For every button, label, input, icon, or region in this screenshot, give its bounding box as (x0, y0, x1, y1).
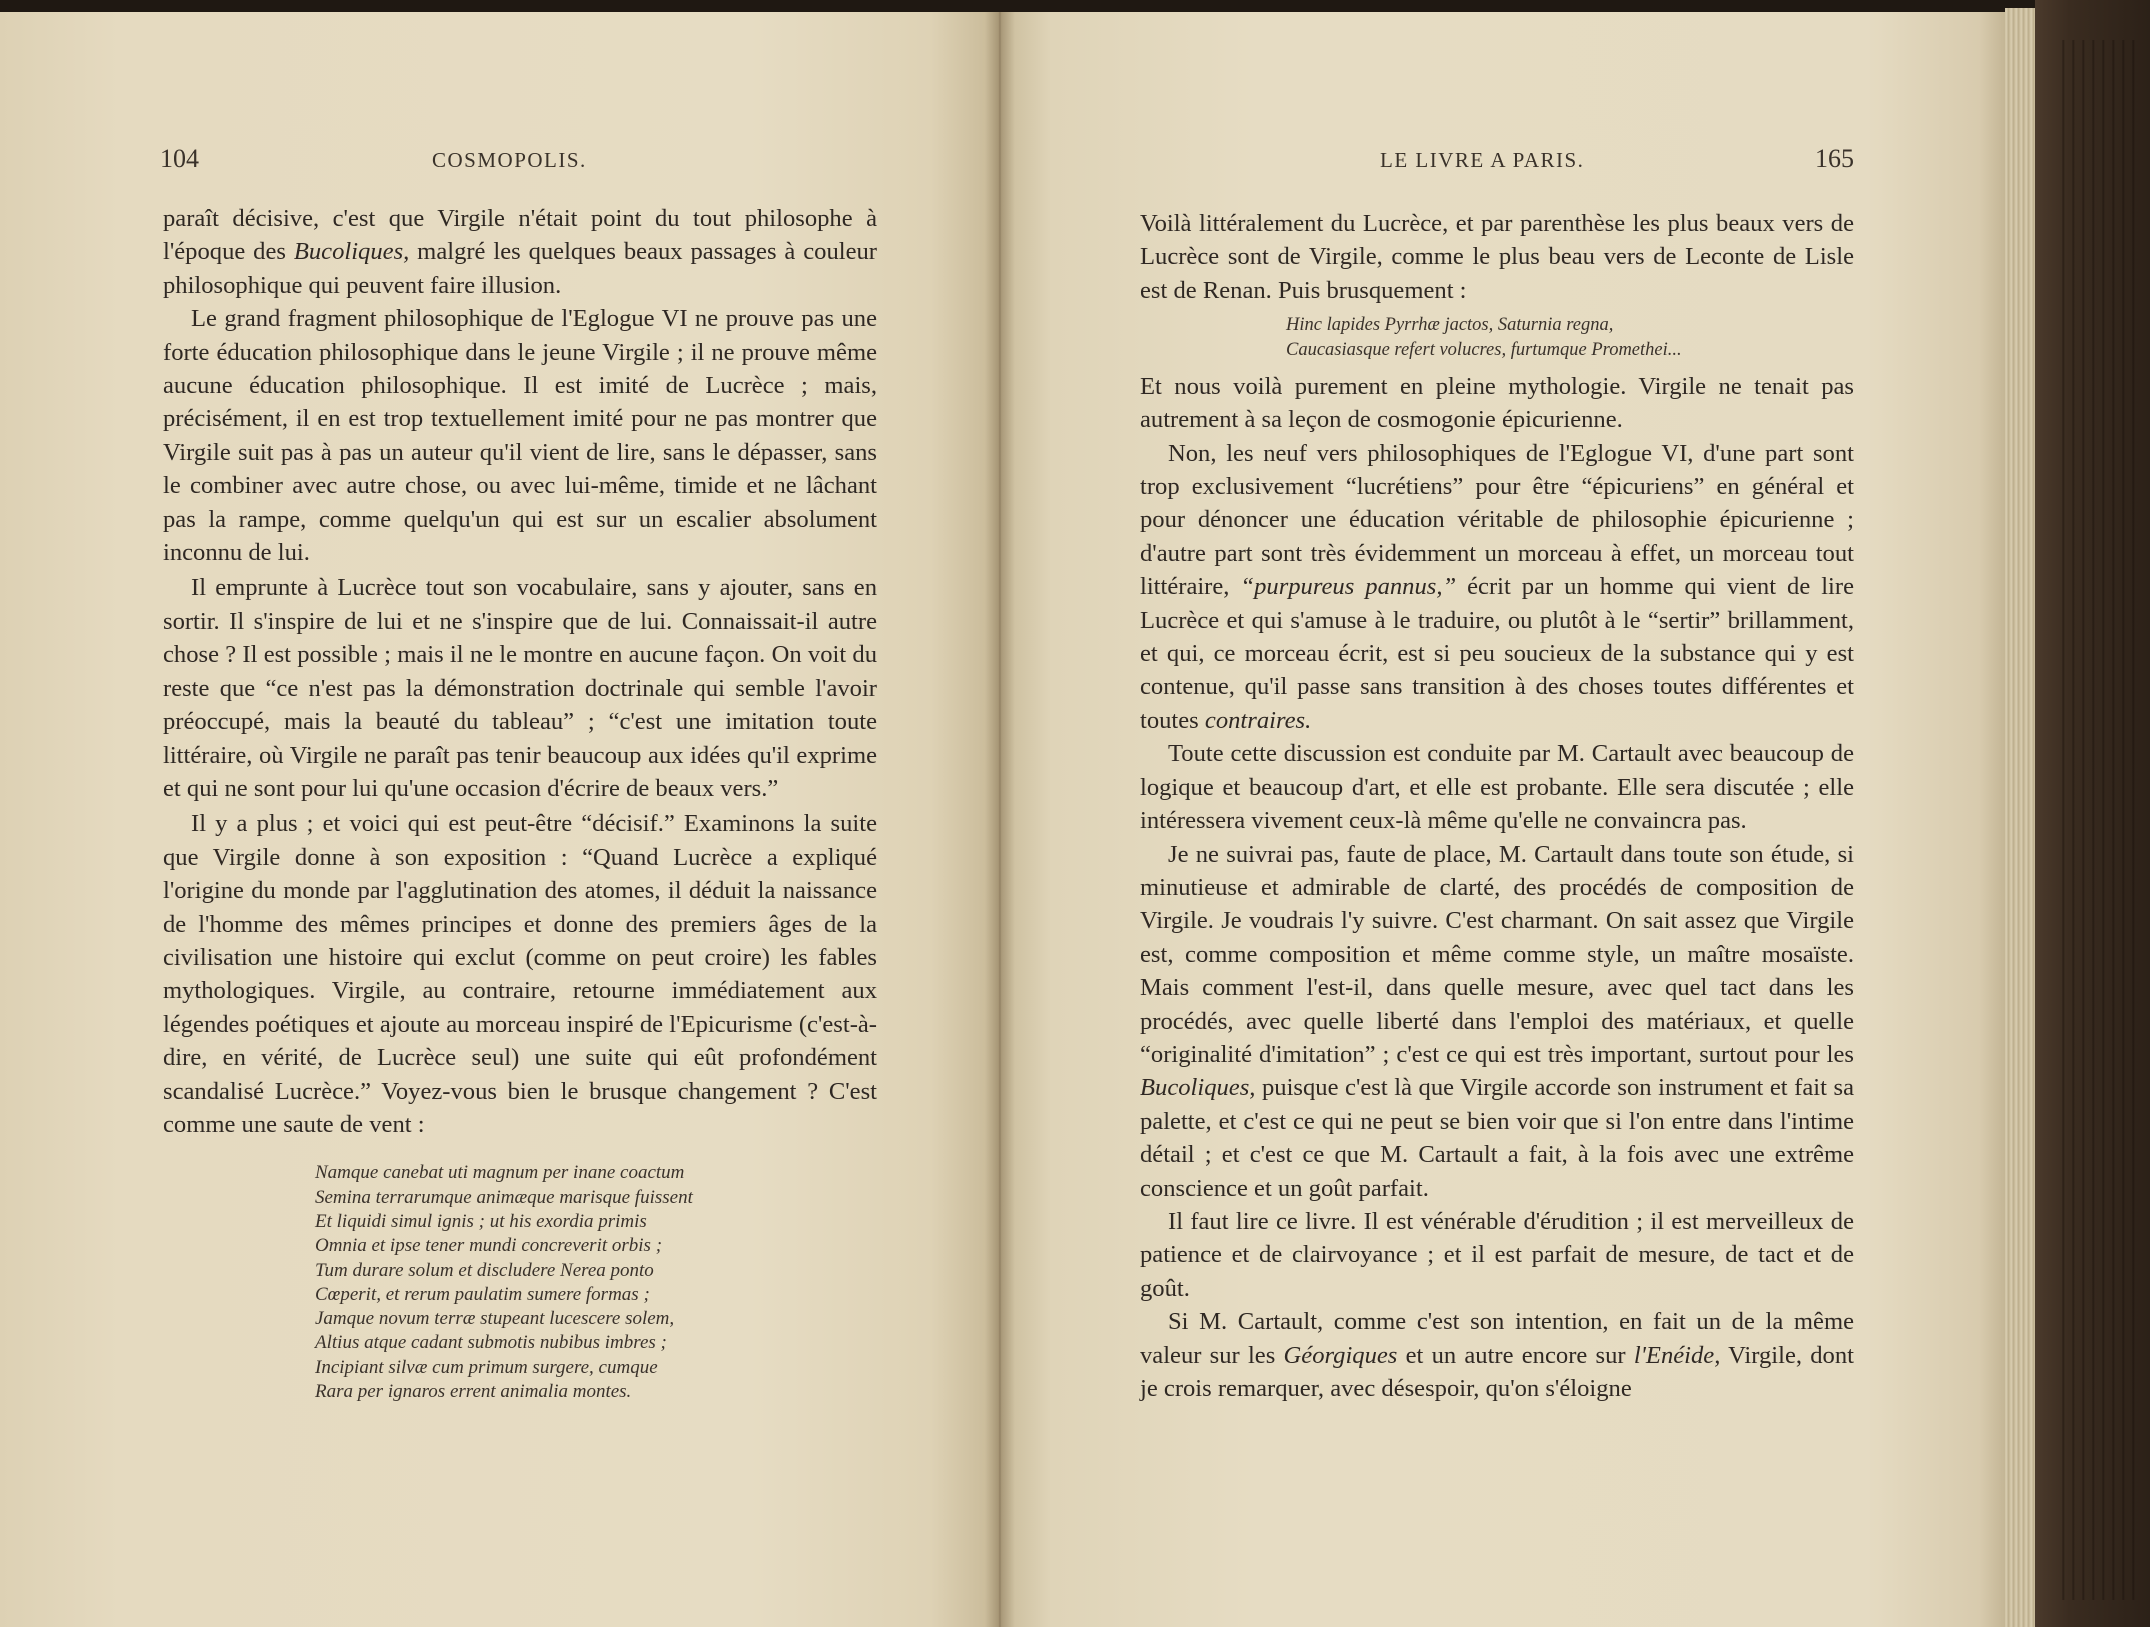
para7-text-cont: et un autre encore sur (1397, 1341, 1634, 1369)
right-body (1140, 207, 1854, 1405)
left-title: COSMOPOLIS. (432, 148, 587, 172)
paragraph: Voilà littéralement du Lucrèce, et par parenthèse les plus beaux vers de Lucrèce sont de Virgile, comme le plus beau vers de Leconte de Lisle est de Renan. Puis brusquement : (1140, 210, 1854, 304)
page-edges (2005, 8, 2035, 1627)
right-page (1000, 12, 2020, 1627)
verse-line: Et liquidi simul ignis ; ut his exordia primis (315, 1210, 647, 1232)
left-page (0, 12, 1000, 1627)
para7-text: Si M. Cartault, comme c'est son intention, en fait un de la même valeur sur les (1140, 1308, 1854, 1369)
paragraph (1140, 437, 1854, 738)
cover-texture (2055, 40, 2135, 1600)
para3-italic: “purpureus pannus,” (1240, 573, 1457, 601)
paragraph: Il faut lire ce livre. Il est vénérable d'érudition ; il est merveilleux de patience et de clairvoyance ; et il est parfait de mesure, de tact et de goût. (1140, 1207, 1854, 1302)
verse-line: Altius atque cadant submotis nubibus imbres ; (315, 1332, 667, 1354)
paragraph (1140, 838, 1854, 1205)
left-para1-italic: Bucoliques, (293, 238, 410, 266)
right-running-head (1138, 144, 1860, 178)
verse-line: Omnia et ipse tener mundi concreverit orbis ; (315, 1235, 663, 1257)
right-title: LE LIVRE A PARIS. (1380, 148, 1585, 172)
left-para1-text (163, 205, 877, 299)
paragraph: Toute cette discussion est conduite par M. Cartault avec beaucoup de logique et beaucoup d'art, et elle est probante. Elle sera discutée ; elle intéressera vivement ceux-là même qu'elle ne convaincra pas. (1140, 740, 1854, 835)
verse-line: Jamque novum terræ stupeant lucescere solem, (315, 1308, 675, 1330)
verse-line: Hinc lapides Pyrrhæ jactos, Saturnia regna, (1286, 315, 1614, 336)
verse-line: Tum durare solum et discludere Nerea ponto (315, 1259, 654, 1281)
paragraph: Et nous voilà purement en pleine mythologie. Virgile ne tenait pas autrement à sa leçon de cosmogonie épicurienne. (1140, 372, 1854, 434)
paragraph: Le grand fragment philosophique de l'Eglogue VI ne prouve pas une forte éducation philosophique dans le jeune Virgile ; il ne prouve même aucune éducation philosophique. Il est imité de Lucrèce ; mais, précisément, il en est trop textuellement imité pour ne pas montrer que Virgile suit pas à pas un auteur qu'il vient de lire, sans le dépasser, sans le combiner avec autre chose, ou avec lui-même, timide et ne lâchant pas la rampe, comme quelqu'un qui est sur un escalier absolument inconnu de lui. (163, 305, 877, 567)
paragraph (1140, 1305, 1854, 1405)
paragraph (163, 202, 877, 302)
para7-text-end: Virgile, dont je crois remarquer, avec désespoir, qu'on s'éloigne (1140, 1341, 1854, 1402)
para3-text-cont: écrit par un homme qui vient de lire Lucrèce et qui s'amuse à le traduire, ou plutôt à le “sertir” brillamment, et qui, ce morceau écrit, est si peu soucieux de la substance qui y est contenue, qu'il passe sans transition à des choses toutes différentes et toutes (1140, 573, 1854, 734)
para3-italic-end: contraires. (1204, 706, 1312, 734)
verse-line: Namque canebat uti magnum per inane coactum (315, 1162, 685, 1184)
book-gutter (985, 12, 1015, 1627)
right-verse-quote (1286, 313, 1854, 362)
right-folio: 165 (1815, 144, 1854, 173)
verse-line: Rara per ignaros errent animalia montes. (315, 1381, 632, 1403)
left-para1-after: malgré les quelques beaux passages à couleur philosophique qui peuvent faire illusion. (163, 238, 877, 299)
left-folio: 104 (160, 144, 199, 173)
paragraph: Il emprunte à Lucrèce tout son vocabulaire, sans y ajouter, sans en sortir. Il s'inspire de lui et ne s'inspire que de lui. Connaissait-il autre chose ? Il est possible ; mais il ne le montre en aucune façon. On voit du reste que “ce n'est pas la démonstration doctrinale qui semble l'avoir préoccupé, mais la beauté du tableau” ; “c'est une imitation toute littéraire, où Virgile ne paraît pas tenir beaucoup aux idées qu'il exprime et qui ne sont pour lui qu'une occasion d'écrire de beaux vers.” (163, 574, 877, 802)
left-para1-before: paraît décisive, c'est que Virgile n'était point du tout philosophe à l'époque des (163, 205, 877, 266)
left-running-head (160, 144, 860, 178)
para5-text-cont: puisque c'est là que Virgile accorde son instrument et fait sa palette, et c'est ce qui ne peut se bien voir que si l'on entre dans l'intime détail ; et c'est ce que M. Cartault a fait, à la fois avec une extrême conscience et un goût parfait. (1140, 1074, 1854, 1202)
verse-line: Semina terrarumque animæque marisque fuissent (315, 1186, 693, 1208)
para5-italic: Bucoliques, (1140, 1074, 1256, 1102)
para5-text: Je ne suivrai pas, faute de place, M. Cartault dans toute son étude, si minutieuse et admirable de clarté, des procédés de composition de Virgile. Je voudrais l'y suivre. C'est charmant. On sait assez que Virgile est, comme composition et même comme style, un maître mosaïste. Mais comment l'est-il, dans quelle mesure, avec quel tact dans les procédés, avec quelle liberté dans l'emploi des matériaux, et quelle “originalité d'imitation” ; c'est ce qui est très important, surtout pour les (1140, 840, 1854, 1068)
left-verse-quote (315, 1161, 877, 1404)
paragraph: Il y a plus ; et voici qui est peut-être “décisif.” Examinons la suite que Virgile donne à son exposition : “Quand Lucrèce a expliqué l'origine du monde par l'agglutination des atomes, il déduit la naissance de l'homme des mêmes principes et donne des premiers âges de la civilisation une histoire qui exclut (comme on peut croire) les fables mythologiques. Virgile, au contraire, retourne immédiatement aux légendes poétiques et ajoute au morceau inspiré de l'Epicurisme (c'est-à-dire, en vérité, de Lucrèce seul) une suite qui eût profondément scandalisé Lucrèce.” Voyez-vous bien le brusque changement ? C'est comme une saute de vent : (163, 810, 877, 1138)
verse-line: Caucasiasque refert volucres, furtumque Promethei... (1286, 339, 1682, 360)
verse-line: Incipiant silvæ cum primum surgere, cumque (315, 1356, 658, 1378)
para3-text: Non, les neuf vers philosophiques de l'Eglogue VI, d'une part sont trop exclusivement “lucrétiens” pour être “épicuriens” en général et pour dénoncer une éducation véritable de philosophie épicurienne ; d'autre part sont très évidemment un morceau à effet, un morceau tout littéraire, (1140, 439, 1854, 601)
para7-italic-2: l'Enéide, (1633, 1341, 1721, 1369)
para7-italic: Géorgiques (1283, 1341, 1398, 1369)
left-body (163, 202, 877, 1404)
verse-line: Cœperit, et rerum paulatim sumere formas ; (315, 1283, 650, 1305)
